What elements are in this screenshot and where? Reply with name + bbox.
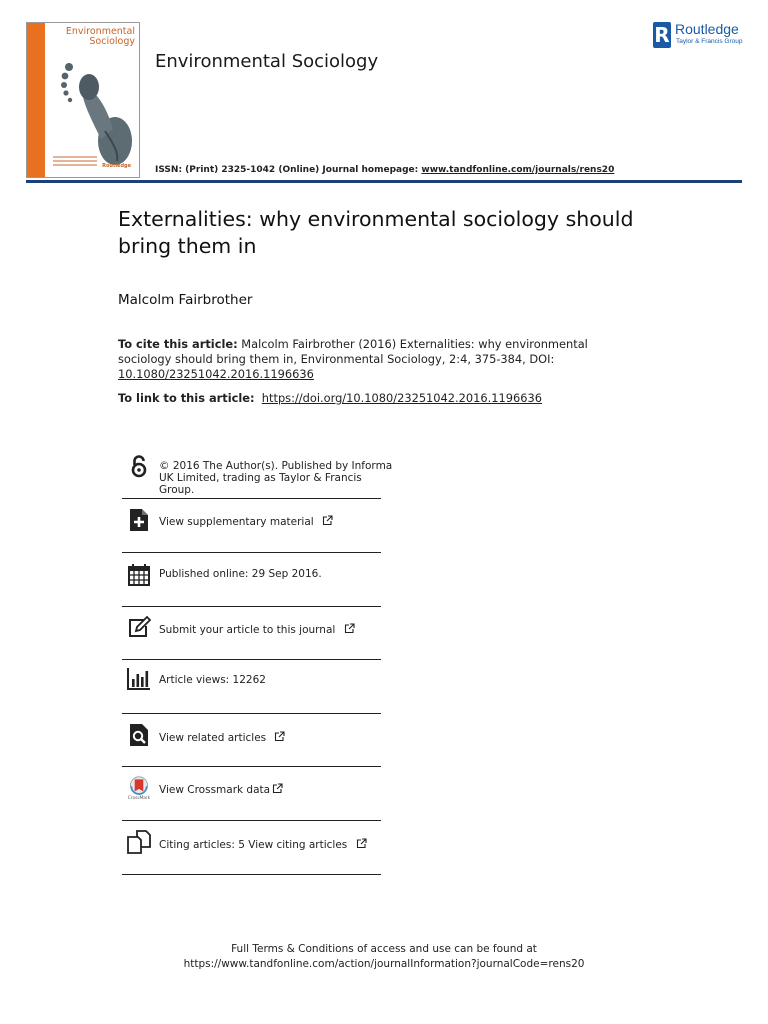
calendar-icon: [127, 563, 151, 587]
journal-homepage-link[interactable]: www.tandfonline.com/journals/rens20: [421, 165, 615, 175]
cite-doi-link[interactable]: 10.1080/23251042.2016.1196636: [118, 367, 314, 381]
cover-title-line1: Environmental: [65, 26, 135, 37]
license-row: [122, 452, 393, 499]
article-title: Externalities: why environmental sociology should bring them in: [118, 207, 634, 258]
article-author: Malcolm Fairbrother: [118, 292, 253, 308]
link-label: To link to this article:: [118, 391, 255, 405]
issn-text: ISSN: (Print) 2325-1042 (Online) Journal homepage:: [155, 165, 422, 175]
article-link-block: [118, 391, 542, 405]
related-articles-row[interactable]: [122, 714, 381, 767]
crossmark-icon: [127, 776, 151, 800]
related-articles-icon: [127, 723, 151, 747]
related-articles-link[interactable]: View related articles: [159, 732, 267, 744]
crossmark-logo-label: CrossMark: [127, 796, 151, 800]
supplementary-file-icon: [127, 508, 151, 532]
publisher-subtitle: Taylor & Francis Group: [676, 38, 743, 45]
cover-publisher-mark: Routledge: [102, 163, 131, 169]
citing-articles-row[interactable]: [122, 821, 381, 875]
external-link-icon: [356, 838, 367, 849]
external-link-icon: [272, 783, 283, 794]
footer-terms-text: Full Terms & Conditions of access and use can be found at: [231, 943, 537, 955]
cover-title: [43, 27, 135, 47]
citation-block: [118, 337, 588, 382]
published-online-text: Published online: 29 Sep 2016.: [159, 568, 322, 580]
crossmark-row[interactable]: [122, 767, 381, 821]
terms-footer: [0, 942, 768, 972]
edit-icon: [127, 615, 151, 639]
issn-line: [155, 165, 614, 175]
cover-small-print: [53, 156, 97, 168]
license-text-line: Group.: [159, 484, 195, 496]
footprint-icon: [57, 61, 137, 171]
supplementary-material-row[interactable]: [122, 499, 381, 553]
open-access-icon: [127, 455, 151, 479]
external-link-icon: [344, 623, 355, 634]
submit-article-link[interactable]: Submit your article to this journal: [159, 624, 336, 636]
license-text-line: UK Limited, trading as Taylor & Francis: [159, 472, 362, 484]
journal-name: Environmental Sociology: [155, 51, 379, 72]
cite-text: Malcolm Fairbrother (2016) Externalities: why environmental sociology should bring them in, Environmental Sociology, 2:4, 375-384, DOI:: [118, 337, 588, 366]
cite-label: To cite this article:: [118, 337, 238, 351]
citing-articles-icon: [127, 830, 151, 854]
external-link-icon: [274, 731, 285, 742]
footer-terms-link[interactable]: https://www.tandfonline.com/action/journalInformation?journalCode=rens20: [183, 958, 585, 970]
article-views-row: [122, 660, 381, 714]
submit-article-row[interactable]: [122, 607, 381, 660]
journal-cover-image: [26, 22, 140, 178]
crossmark-link[interactable]: View Crossmark data: [159, 784, 271, 796]
article-views-text: Article views: 12262: [159, 674, 266, 686]
cover-title-line2: Sociology: [89, 36, 135, 47]
header-divider: [26, 180, 742, 183]
bar-chart-icon: [127, 667, 151, 691]
license-text: [159, 460, 392, 496]
routledge-r-icon: R: [654, 23, 670, 47]
published-online-row: [122, 553, 381, 607]
external-link-icon: [322, 515, 333, 526]
supplementary-material-link[interactable]: View supplementary material: [159, 516, 314, 528]
citing-articles-link[interactable]: Citing articles: 5 View citing articles: [159, 839, 348, 851]
article-info-list: [122, 452, 393, 875]
license-text-line: © 2016 The Author(s). Published by Informa: [159, 460, 393, 472]
publisher-name: Routledge: [675, 21, 739, 37]
article-doi-link[interactable]: https://doi.org/10.1080/23251042.2016.1196636: [261, 391, 543, 405]
